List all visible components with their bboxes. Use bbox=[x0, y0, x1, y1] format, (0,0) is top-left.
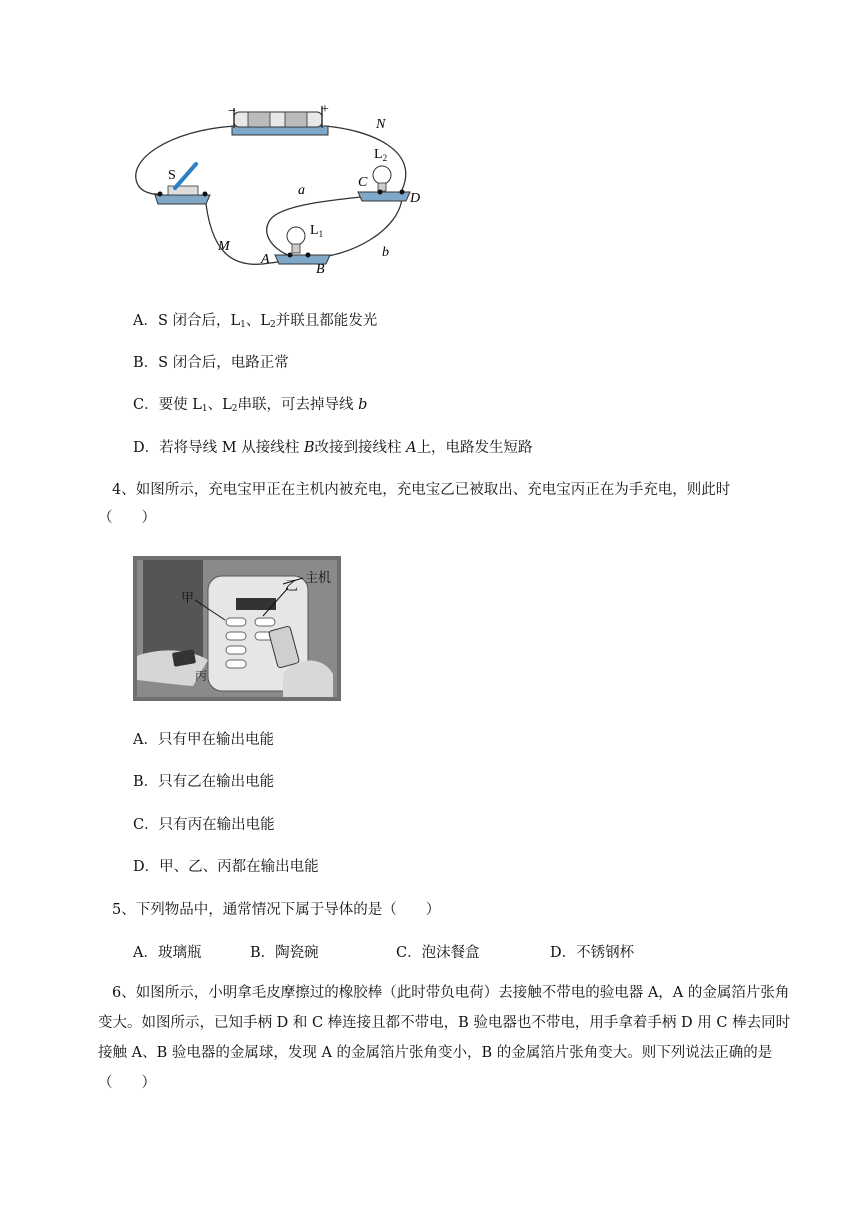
q4-stem: 4、如图所示，充电宝甲正在主机内被充电，充电宝乙已被取出、充电宝丙正在为手充电，则此时 bbox=[112, 482, 731, 498]
label-a: a bbox=[298, 183, 305, 198]
photo-label-yi: 乙 bbox=[285, 579, 299, 594]
q5-option-a[interactable]: A．玻璃瓶 bbox=[133, 945, 202, 961]
charging-station-photo bbox=[133, 556, 341, 701]
label-B: B bbox=[316, 262, 325, 277]
q3-option-a[interactable]: A．S 闭合后，$L_1$、$L_2$并联且都能发光 bbox=[133, 313, 378, 330]
q3-option-c[interactable]: C．要使 $L_1$、$L_2$串联，可去掉导线 b bbox=[133, 397, 368, 414]
label-D: D bbox=[410, 191, 421, 206]
q5-option-c[interactable]: C．泡沫餐盒 bbox=[396, 945, 480, 961]
battery-holder bbox=[232, 106, 328, 135]
q3-option-b[interactable]: B．S 闭合后，电路正常 bbox=[133, 355, 289, 371]
photo-label-host: 主机 bbox=[305, 571, 332, 586]
q4-option-b[interactable]: B．只有乙在输出电能 bbox=[133, 774, 275, 790]
q6-stem: 6、如图所示，小明拿毛皮摩擦过的橡胶棒（此时带负电荷）去接触不带电的验电器 A，A 的金属箔片张角变大。如图所示，已知手柄 D 和 C 棒连接且都不带电，B 验电器也不带电，用手拿着手柄 D 用 C 棒去同时接触 A、B 验电器的金属球，发现 A 的金属箔片张角变小，B 的金属箔片张角变大。则下列说法正确的是（ ） bbox=[98, 985, 791, 1091]
q4-option-d[interactable]: D．甲、乙、丙都在输出电能 bbox=[133, 859, 319, 875]
q5-stem: 5、下列物品中，通常情况下属于导体的是（ ） bbox=[112, 902, 441, 918]
label-N: N bbox=[376, 117, 386, 132]
label-M: M bbox=[218, 239, 230, 254]
label-b: b bbox=[382, 245, 389, 260]
battery-minus-label: − bbox=[228, 104, 236, 119]
q4-option-c[interactable]: C．只有丙在输出电能 bbox=[133, 817, 275, 833]
q3-option-d[interactable]: D．若将导线 M 从接线柱 B改接到接线柱 A上，电路发生短路 bbox=[133, 440, 533, 456]
wire-a bbox=[267, 195, 380, 255]
label-S: S bbox=[168, 168, 176, 183]
label-C: C bbox=[358, 175, 368, 190]
label-L1: $L_1$ bbox=[310, 223, 324, 239]
q4-option-a[interactable]: A．只有甲在输出电能 bbox=[133, 732, 274, 748]
battery-plus-label: + bbox=[321, 102, 329, 117]
photo-label-bing: 丙 bbox=[195, 669, 208, 683]
circuit-diagram bbox=[130, 100, 430, 285]
label-A: A bbox=[261, 252, 270, 267]
q5-option-d[interactable]: D．不锈钢杯 bbox=[550, 945, 635, 961]
switch bbox=[155, 164, 210, 204]
q5-option-b[interactable]: B．陶瓷碗 bbox=[250, 945, 319, 961]
label-L2: $L_2$ bbox=[374, 147, 388, 163]
photo-label-jia: 甲 bbox=[181, 591, 195, 606]
wire-top-left bbox=[136, 126, 235, 194]
q4-paren: （ ） bbox=[98, 510, 156, 526]
